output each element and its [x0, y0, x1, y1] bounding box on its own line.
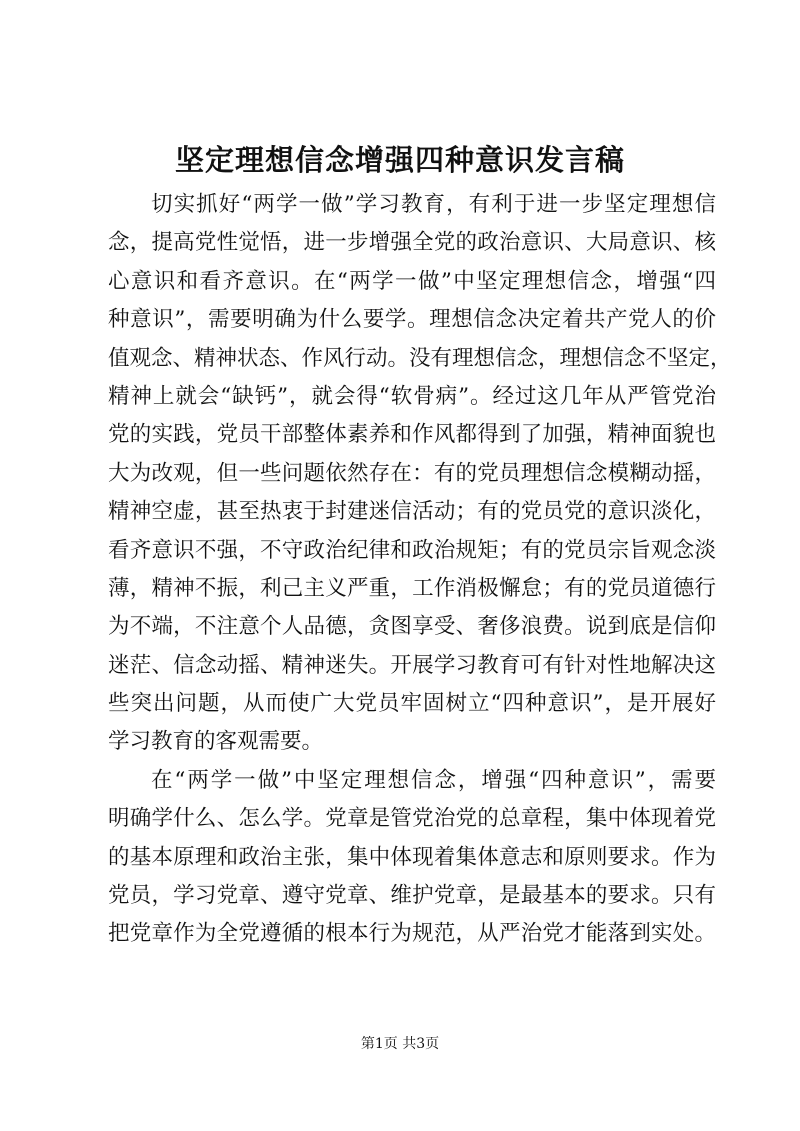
text-line: 心意识和看齐意识。在“两学一做”中坚定理想信念，增强“四 — [108, 268, 716, 294]
text-line: 薄，精神不振，利己主义严重，工作消极懈怠；有的党员道德行 — [108, 575, 716, 601]
text-line: 的基本原理和政治主张，集中体现着集体意志和原则要求。作为 — [108, 844, 716, 870]
text-line: 些突出问题，从而使广大党员牢固树立“四种意识”，是开展好 — [108, 691, 716, 717]
text-line: 学习教育的客观需要。 — [108, 729, 324, 755]
text-line: 精神上就会“缺钙”，就会得“软骨病”。经过这几年从严管党治 — [108, 383, 716, 409]
text-line: 在“两学一做”中坚定理想信念，增强“四种意识”，需要 — [151, 767, 716, 793]
text-line: 把党章作为全党遵循的根本行为规范，从严治党才能落到实处。 — [108, 921, 716, 947]
paragraph-2 — [108, 762, 716, 954]
paragraph-1 — [108, 186, 732, 762]
text-line: 迷茫、信念动摇、精神迷失。开展学习教育可有针对性地解决这 — [108, 652, 716, 678]
text-line: 精神空虚，甚至热衷于封建迷信活动；有的党员党的意识淡化， — [108, 499, 716, 525]
text-line: 明确学什么、怎么学。党章是管党治党的总章程，集中体现着党 — [108, 806, 716, 832]
text-line: 切实抓好“两学一做”学习教育，有利于进一步坚定理想信 — [151, 192, 716, 217]
text-line: 为不端，不注意个人品德，贪图享受、奢侈浪费。说到底是信仰 — [108, 614, 716, 640]
document-body — [108, 186, 732, 954]
text-line: 大为改观，但一些问题依然存在：有的党员理想信念模糊动摇， — [108, 460, 716, 486]
text-line: 值观念、精神状态、作风行动。没有理想信念，理想信念不坚定， — [108, 345, 732, 371]
document-title: 坚定理想信念增强四种意识发言稿 — [174, 143, 625, 177]
text-line: 党员，学习党章、遵守党章、维护党章，是最基本的要求。只有 — [108, 883, 716, 909]
page-footer: 第1页 共3页 — [360, 1036, 440, 1052]
text-line: 党的实践，党员干部整体素养和作风都得到了加强，精神面貌也 — [108, 422, 716, 448]
text-line: 念，提高党性觉悟，进一步增强全党的政治意识、大局意识、核 — [108, 230, 716, 256]
text-line: 种意识”，需要明确为什么要学。理想信念决定着共产党人的价 — [108, 307, 716, 333]
text-line: 看齐意识不强，不守政治纪律和政治规矩；有的党员宗旨观念淡 — [108, 537, 716, 563]
